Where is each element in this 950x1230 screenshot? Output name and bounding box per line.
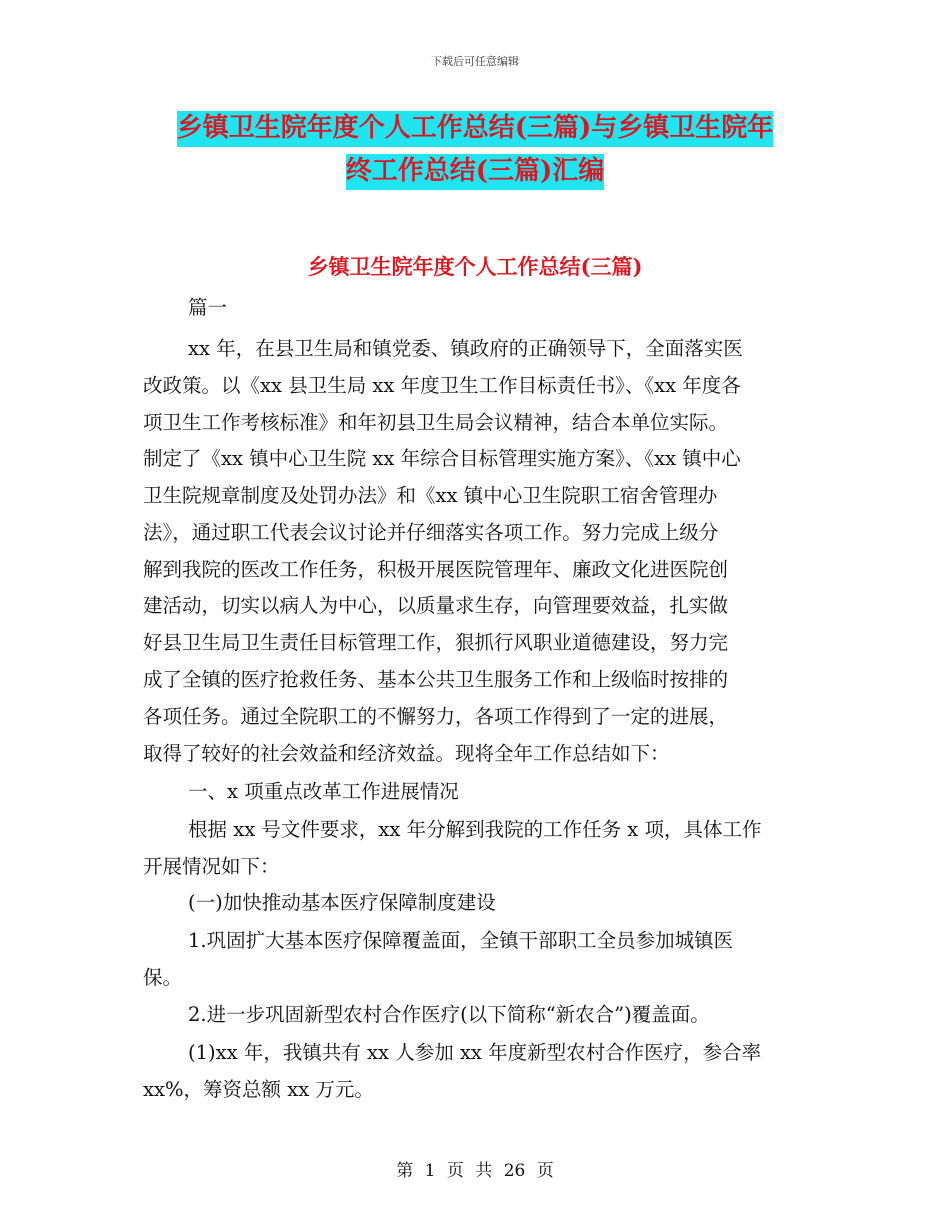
page-number-footer: 第 1 页 共 26 页	[396, 1161, 554, 1181]
header-note: 下载后可任意编辑	[431, 55, 519, 68]
paragraph-line: 法》，通过职工代表会议讨论并仔细落实各项工作。努力完成上级分	[143, 521, 719, 544]
paragraph-line: 开展情况如下：	[143, 855, 280, 878]
section-title: 乡镇卫生院年度个人工作总结(三篇)	[307, 254, 643, 279]
paragraph-line: 成了全镇的医疗抢救任务、基本公共卫生服务工作和上级临时按排的	[143, 668, 729, 691]
paragraph-line: 根据 xx 号文件要求，xx 年分解到我院的工作任务 x 项，具体工作	[188, 818, 762, 841]
paragraph-line: 2.进一步巩固新型农村合作医疗(以下简称“新农合”)覆盖面。	[188, 1003, 710, 1026]
paragraph-line: 解到我院的医改工作任务，积极开展医院管理年、廉政文化进医院创	[143, 558, 729, 581]
paragraph-line: 建活动，切实以病人为中心，以质量求生存，向管理要效益，扎实做	[143, 594, 729, 617]
paragraph-line: 取得了较好的社会效益和经济效益。现将全年工作总结如下：	[143, 742, 670, 765]
section-heading: 一、x 项重点改革工作进展情况	[188, 780, 459, 803]
subsection-heading: (一)加快推动基本医疗保障制度建设	[188, 891, 496, 914]
paragraph-line: 改政策。以《xx 县卫生局 xx 年度卫生工作目标责任书》、《xx 年度各	[143, 374, 741, 397]
paragraph-heading: 篇一	[188, 296, 228, 319]
paragraph-line: 项卫生工作考核标准》和年初县卫生局会议精神，结合本单位实际。	[143, 411, 729, 434]
paragraph-line: 卫生院规章制度及处罚办法》和《xx 镇中心卫生院职工宿舍管理办	[143, 484, 718, 507]
document-title-line-1: 乡镇卫生院年度个人工作总结(三篇)与乡镇卫生院年	[0, 115, 950, 141]
document-title-line-2: 终工作总结(三篇)汇编	[0, 158, 950, 184]
paragraph-line: xx%，筹资总额 xx 万元。	[143, 1078, 374, 1101]
paragraph-line: 1.巩固扩大基本医疗保障覆盖面，全镇干部职工全员参加城镇医	[188, 929, 734, 952]
paragraph-line: 保。	[143, 966, 183, 989]
paragraph-line: 各项任务。通过全院职工的不懈努力，各项工作得到了一定的进展，	[143, 705, 729, 728]
paragraph-line: (1)xx 年，我镇共有 xx 人参加 xx 年度新型农村合作医疗，参合率	[188, 1041, 762, 1064]
paragraph-line: 好县卫生局卫生责任目标管理工作，狠抓行风职业道德建设，努力完	[143, 631, 729, 654]
paragraph-line: 制定了《xx 镇中心卫生院 xx 年综合目标管理实施方案》、《xx 镇中心	[143, 447, 741, 470]
paragraph-line: xx 年，在县卫生局和镇党委、镇政府的正确领导下，全面落实医	[188, 337, 743, 360]
